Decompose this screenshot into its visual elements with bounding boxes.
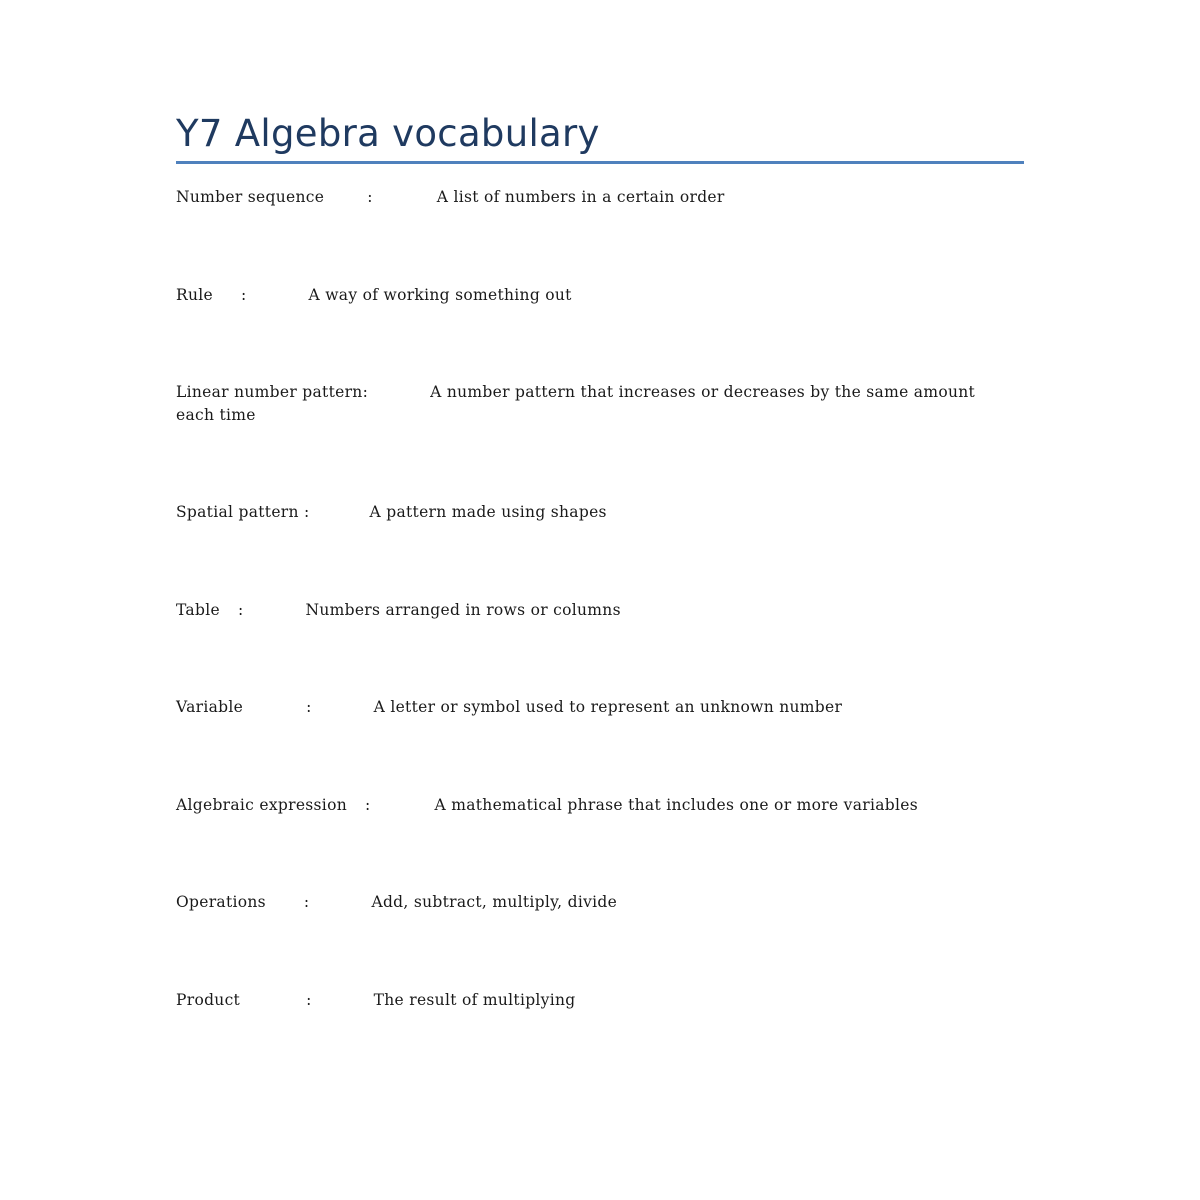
vocab-term: Rule [176, 286, 213, 304]
vocab-separator: : [240, 286, 247, 304]
vocab-entry-number-sequence [176, 186, 1006, 209]
vocab-term: Operations [176, 893, 266, 911]
vocab-term: Product [176, 991, 241, 1009]
page-title: Y7 Algebra vocabulary [176, 112, 600, 155]
vocab-separator: : [303, 893, 310, 911]
vocab-definition: A pattern made using shapes [369, 503, 607, 521]
vocab-separator: : [306, 991, 312, 1009]
vocab-separator: : [364, 796, 371, 814]
vocab-separator: : [304, 503, 310, 521]
vocab-entry-linear-number-pattern [176, 381, 1006, 427]
vocab-term: Linear number pattern [176, 383, 363, 401]
title-underline [176, 161, 1024, 164]
vocab-definition: A number pattern that increases or decreases by the same amount each time [176, 383, 976, 424]
vocab-definition: The result of multiplying [373, 991, 576, 1009]
vocab-entry-table [176, 599, 1006, 622]
vocab-term: Variable [176, 698, 244, 716]
vocab-term: Algebraic expression [176, 796, 347, 814]
vocab-definition: Add, subtract, multiply, divide [371, 893, 618, 911]
vocab-entry-rule [176, 284, 1006, 307]
vocab-entry-operations [176, 891, 1006, 914]
vocab-definition: Numbers arranged in rows or columns [305, 601, 621, 619]
vocab-separator: : [367, 188, 373, 206]
vocab-term: Table [176, 601, 220, 619]
vocab-definition: A list of numbers in a certain order [436, 188, 725, 206]
vocab-definition: A mathematical phrase that includes one or more variables [434, 796, 918, 814]
vocab-separator: : [237, 601, 244, 619]
vocab-definition: A letter or symbol used to represent an unknown number [373, 698, 843, 716]
vocab-entry-algebraic-expression [176, 794, 1006, 817]
vocab-entry-product [176, 989, 1006, 1012]
vocab-term: Spatial pattern [176, 503, 299, 521]
vocab-separator: : [306, 698, 312, 716]
vocab-term: Number sequence [176, 188, 325, 206]
vocab-entry-variable [176, 696, 1006, 719]
vocab-definition: A way of working something out [308, 286, 572, 304]
vocab-entry-spatial-pattern [176, 501, 1006, 524]
vocab-separator: : [362, 383, 369, 401]
